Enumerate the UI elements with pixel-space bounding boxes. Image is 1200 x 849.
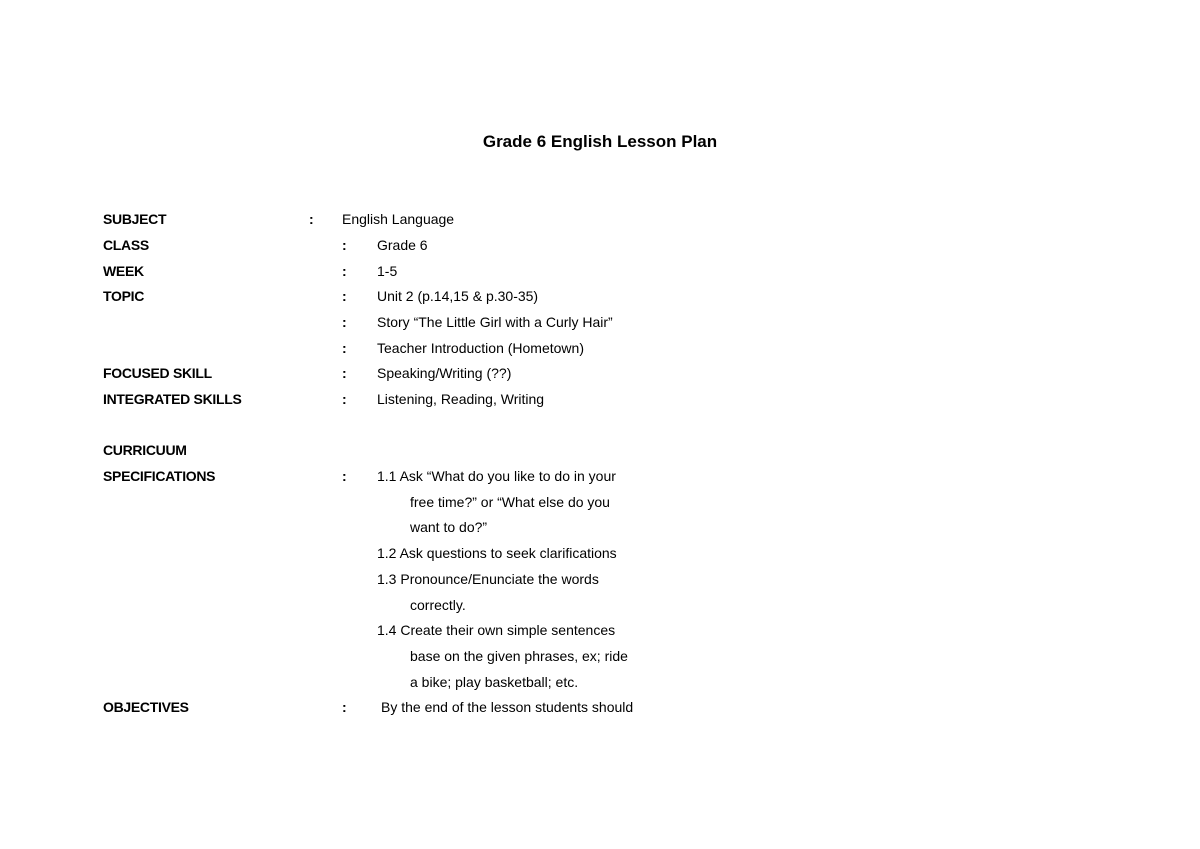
spec-item-line: correctly. <box>410 597 466 613</box>
curriculum-label: CURRICUUM <box>103 442 187 458</box>
class-colon: : <box>342 237 347 253</box>
subject-colon: : <box>309 211 314 227</box>
topic-value: Unit 2 (p.14,15 & p.30-35) <box>377 288 539 304</box>
objectives-label: OBJECTIVES <box>103 699 189 715</box>
curriculum-colon: : <box>342 468 347 484</box>
subject-label: SUBJECT <box>103 211 167 227</box>
subject-value: English Language <box>342 211 455 227</box>
class-label: CLASS <box>103 237 149 253</box>
integrated-skills-value: Listening, Reading, Writing <box>377 391 545 407</box>
week-value: 1-5 <box>377 263 398 279</box>
spec-item-line: free time?” or “What else do you <box>410 494 610 510</box>
spec-item-line: 1.2 Ask questions to seek clarifications <box>377 545 617 561</box>
week-label: WEEK <box>103 263 144 279</box>
spec-item-line: 1.1 Ask “What do you like to do in your <box>377 468 616 484</box>
spec-item-line: a bike; play basketball; etc. <box>410 674 579 690</box>
week-colon: : <box>342 263 347 279</box>
topic-label: TOPIC <box>103 288 145 304</box>
topic-colon: : <box>342 314 347 330</box>
focused-skill-value: Speaking/Writing (??) <box>377 365 512 381</box>
topic-value: Story “The Little Girl with a Curly Hair” <box>377 314 613 330</box>
focused-skill-colon: : <box>342 365 347 381</box>
objectives-colon: : <box>342 699 347 715</box>
integrated-skills-label: INTEGRATED SKILLS <box>103 391 242 407</box>
page-title: Grade 6 English Lesson Plan <box>482 132 718 151</box>
focused-skill-label: FOCUSED SKILL <box>103 365 212 381</box>
spec-item-line: want to do?” <box>410 519 488 535</box>
spec-item-line: 1.4 Create their own simple sentences <box>377 622 616 638</box>
spec-item-line: 1.3 Pronounce/Enunciate the words <box>377 571 599 587</box>
specifications-label: SPECIFICATIONS <box>103 468 216 484</box>
spec-item-line: base on the given phrases, ex; ride <box>410 648 628 664</box>
topic-colon: : <box>342 340 347 356</box>
topic-colon: : <box>342 288 347 304</box>
objectives-value: By the end of the lesson students should <box>381 699 634 715</box>
integrated-skills-colon: : <box>342 391 347 407</box>
topic-value: Teacher Introduction (Hometown) <box>377 340 584 356</box>
class-value: Grade 6 <box>377 237 428 253</box>
